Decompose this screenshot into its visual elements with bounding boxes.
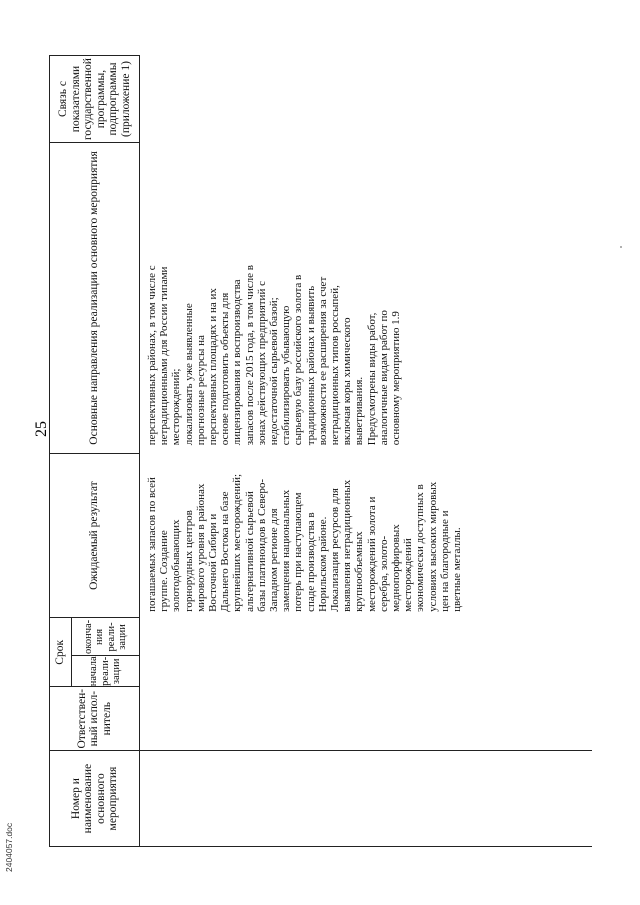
cell-term-end <box>140 618 592 656</box>
events-table <box>49 55 592 847</box>
header-term-end: оконча-ния реали-зации <box>72 618 140 656</box>
cell-name <box>140 751 592 847</box>
cell-directions <box>140 143 592 454</box>
header-term-start: начала реали-зации <box>72 656 140 687</box>
cell-term-start <box>140 656 592 687</box>
cell-result <box>140 453 592 618</box>
header-link: Связь с показателями государственной программы, подпрограммы (приложение 1) <box>50 56 140 143</box>
result-text: погашаемых запасов по всей группе. Создание золотодобывающих горнорудных центров мирового уровня в районах Восточной Сибири и Дальнего Востока на базе крупнейших месторождений; альтернативной сырьевой базы платиноидов в Северо- Западном регионе для замещения национальных потерь при наступающем спаде производства в Норильском районе. Локализация ресурсов для выявления нетрадиционных крупнообъемных месторождений золота и серебра, золото- меднопорфировых месторождений экономически доступных в условиях высоких мировых цен на благородные и цветные металлы. <box>146 473 464 612</box>
directions-text: перспективных районах, в том числе с нетрадиционными для России типами месторождений; локализовать уже выявленные прогнозные ресурсы на перспективных площадях и на их основе подготовить объекты для лицензирования и воспроизводства запасов после 2015 года, в том числе в зонах действующих предприятий с недостаточной сырьевой базой; стабилизировать убывающую сырьевую базу российского золота в традиционных районах и выявить возможности ее расширения за счет нетрадиционных типов россыпей, включая коры химического выветривания. Предусмотрены виды работ, аналогичные видам работ по основному мероприятию 1.9 <box>146 265 403 446</box>
document-id: 2404057.doc <box>4 822 14 872</box>
header-directions: Основные направления реализации основного мероприятия <box>50 143 140 454</box>
header-term: Срок <box>50 618 72 687</box>
rotated-table-container <box>49 55 597 847</box>
cell-link <box>140 56 592 143</box>
page-number: 25 <box>33 421 50 437</box>
scan-speck <box>620 246 622 248</box>
header-result: Ожидаемый результат <box>50 453 140 618</box>
cell-responsible <box>140 687 592 751</box>
header-name: Номер и наименование основного мероприятия <box>50 751 140 847</box>
header-responsible: Ответствен-ный испол-нитель <box>50 687 140 751</box>
